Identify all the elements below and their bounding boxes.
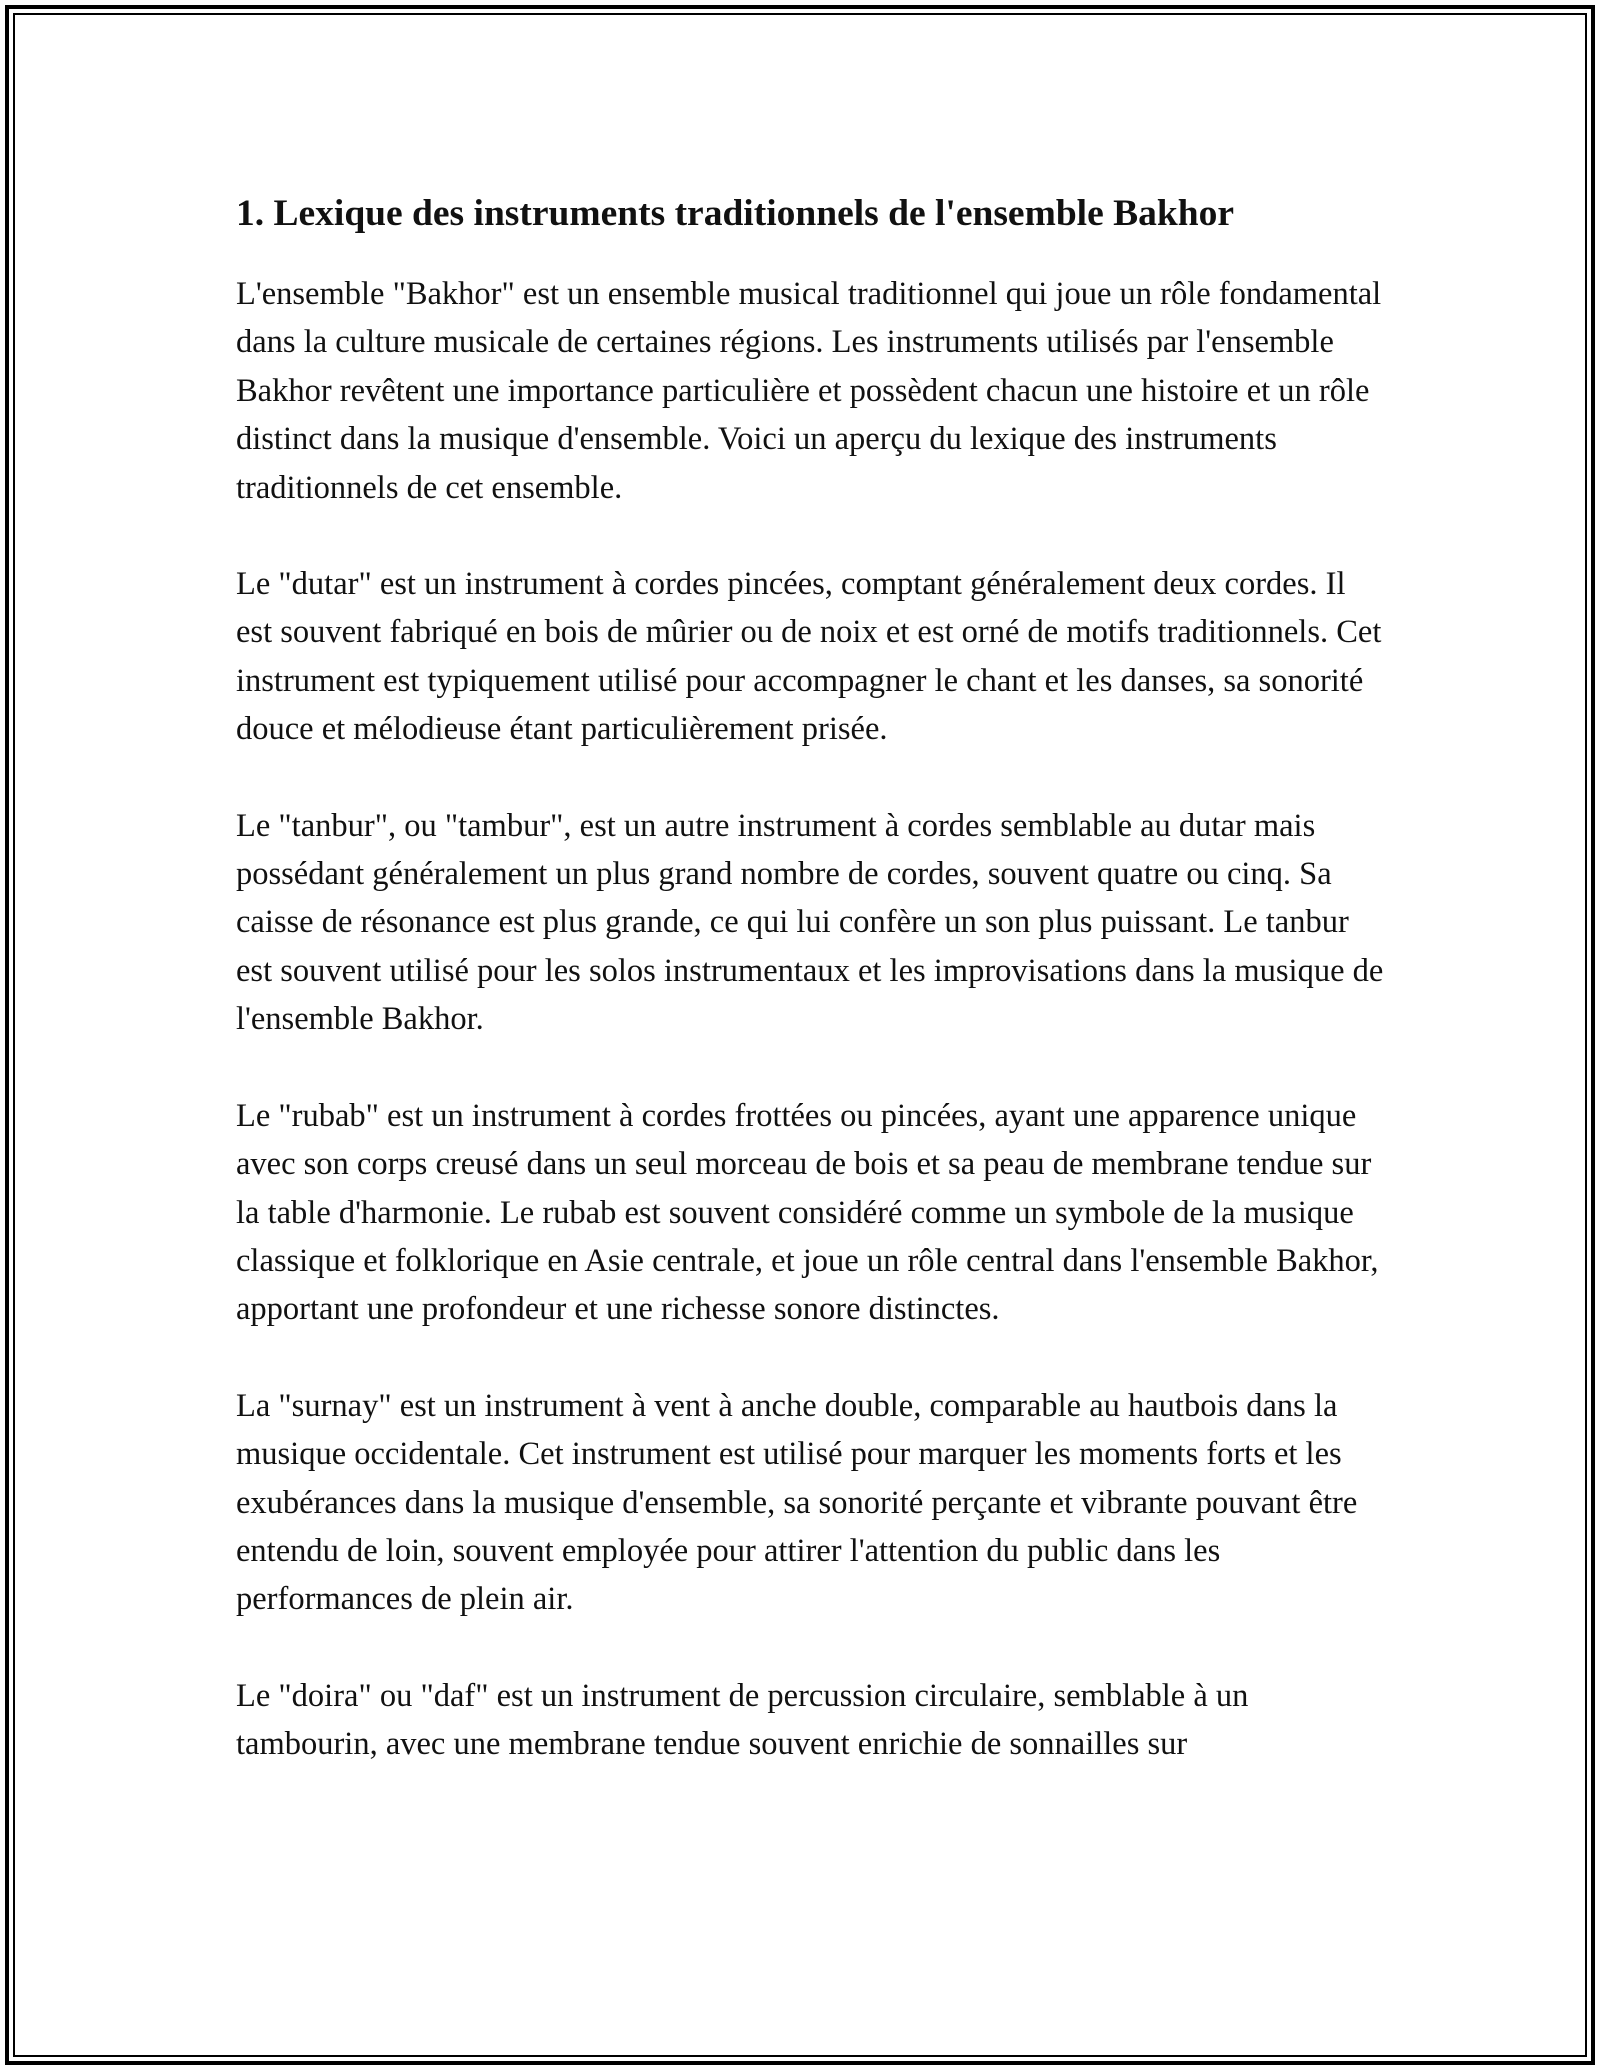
document-body: [236, 186, 1386, 1769]
section-heading: 1. Lexique des instruments traditionnels de l'ensemble Bakhor: [236, 193, 1234, 234]
paragraph-intro: L'ensemble "Bakhor" est un ensemble musical traditionnel qui joue un rôle fondamental dans la culture musicale de certaines régions. Les instruments utilisés par l'ensemble Bakhor revêtent une importance particulière et possèdent chacun une histoire et un rôle distinct dans la musique d'ensemble. Voici un aperçu du lexique des instruments traditionnels de cet ensemble.: [236, 276, 1382, 506]
paragraph-dutar: Le "dutar" est un instrument à cordes pincées, comptant généralement deux cordes. Il est souvent fabriqué en bois de mûrier ou de noix et est orné de motifs traditionnels. Cet instrument est typiquement utilisé pour accompagner le chant et les danses, sa sonorité douce et mélodieuse étant particulièrement prisée.: [236, 566, 1382, 748]
paragraph-rubab: Le "rubab" est un instrument à cordes frottées ou pincées, ayant une apparence unique avec son corps creusé dans un seul morceau de bois et sa peau de membrane tendue sur la table d'harmonie. Le rubab est souvent considéré comme un symbole de la musique classique et folklorique en Asie centrale, et joue un rôle central dans l'ensemble Bakhor, apportant une profondeur et une richesse sonore distinctes.: [236, 1097, 1379, 1328]
paragraph-surnay: La "surnay" est un instrument à vent à anche double, comparable au hautbois dans la musique occidentale. Cet instrument est utilisé pour marquer les moments forts et les exubérances dans la musique d'ensemble, sa sonorité perçante et vibrante pouvant être entendu de loin, souvent employée pour attirer l'attention du public dans les performances de plein air.: [236, 1387, 1358, 1618]
paragraph-doira: Le "doira" ou "daf" est un instrument de percussion circulaire, semblable à un tambourin, avec une membrane tendue souvent enrichie de sonnailles sur: [236, 1677, 1249, 1763]
paragraph-tanbur: Le "tanbur", ou "tambur", est un autre instrument à cordes semblable au dutar mais possédant généralement un plus grand nombre de cordes, souvent quatre ou cinq. Sa caisse de résonance est plus grande, ce qui lui confère un son plus puissant. Le tanbur est souvent utilisé pour les solos instrumentaux et les improvisations dans la musique de l'ensemble Bakhor.: [236, 807, 1384, 1038]
